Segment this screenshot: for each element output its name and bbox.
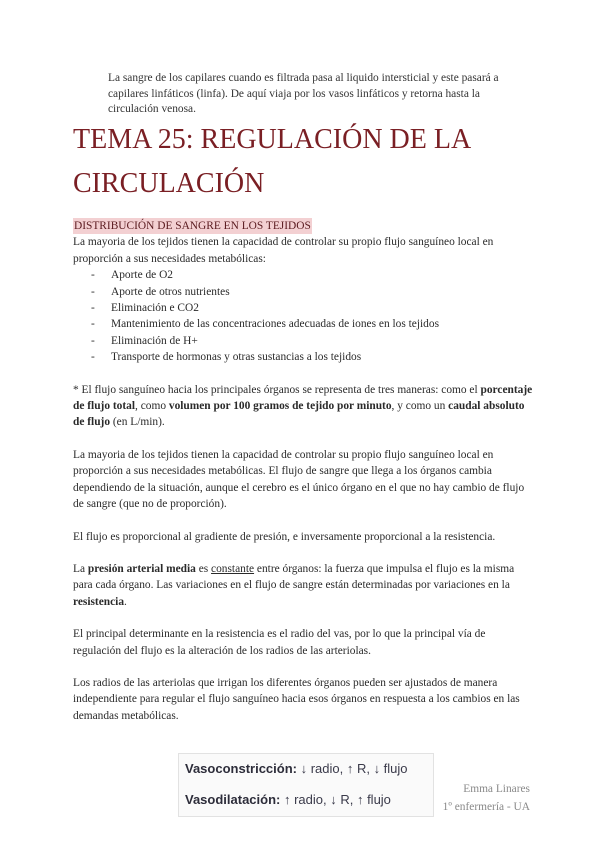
list-item: - Eliminación e CO2: [91, 300, 533, 316]
course-name: 1º enfermería - UA: [442, 801, 530, 813]
list-item: - Aporte de otros nutrientes: [91, 284, 533, 300]
document-body: [73, 218, 533, 724]
list-item: - Transporte de hormonas y otras sustancias a los tejidos: [91, 349, 533, 365]
paragraph-1: La mayoria de los tejidos tienen la capacidad de controlar su propio flujo sanguíneo local en proporción a sus necesidades metabólicas:: [73, 236, 494, 265]
needs-list: [73, 267, 533, 365]
list-item: - Mantenimiento de las concentraciones adecuadas de iones en los tejidos: [91, 316, 533, 332]
page-title: TEMA 25: REGULACIÓN DE LA CIRCULACIÓN: [73, 124, 470, 199]
footer: [443, 780, 530, 816]
vasomotor-summary-image: [178, 753, 434, 817]
paragraph-4: El flujo es proporcional al gradiente de presión, e inversamente proporcional a la resistencia.: [73, 530, 496, 543]
vasodilation-line: Vasodilatación: ↑ radio, ↓ R, ↑ flujo: [185, 792, 391, 807]
list-item: - Eliminación de H+: [91, 333, 533, 349]
paragraph-2: * El flujo sanguíneo hacia los principales órganos se representa de tres maneras: como el porcentaje de flujo total, como volumen por 100 gramos de tejido por minuto, y como un caudal absoluto de flujo (en L/min).: [73, 383, 533, 429]
paragraph-7: Los radios de las arteriolas que irrigan los diferentes órganos pueden ser ajustados de manera independiente para regular el flujo sanguíneo hacia esos órganos en respuesta a los cambios en las demandas metabólicas.: [73, 676, 520, 722]
paragraph-5: La presión arterial media es constante entre órganos: la fuerza que impulsa el flujo es la misma para cada órgano. Las variaciones en el flujo de sangre están determinadas por variaciones en la resistencia.: [73, 562, 515, 608]
list-item: - Aporte de O2: [91, 267, 533, 283]
paragraph-3: La mayoria de los tejidos tienen la capacidad de controlar su propio flujo sanguíneo local en proporción a sus necesidades metabólicas. El flujo de sangre que llega a los órganos cambia dependiendo de la situación, aunque el cerebro es el único órgano en el que no hay cambio de flujo de sangre (que no de proporción).: [73, 448, 525, 511]
vasoconstriction-line: Vasoconstricción: ↓ radio, ↑ R, ↓ flujo: [185, 761, 408, 776]
intro-paragraph: La sangre de los capilares cuando es filtrada pasa al liquido intersticial y este pasará a capilares linfáticos (linfa). De aquí viaja por los vasos linfáticos y retorna hasta la circulación venosa.: [108, 72, 499, 116]
author-name: Emma Linares: [463, 783, 530, 795]
section-heading: DISTRIBUCIÓN DE SANGRE EN LOS TEJIDOS: [73, 218, 312, 234]
paragraph-6: El principal determinante en la resistencia es el radio del vas, por lo que la principal vía de regulación del flujo es la alteración de los radios de las arteriolas.: [73, 628, 486, 657]
